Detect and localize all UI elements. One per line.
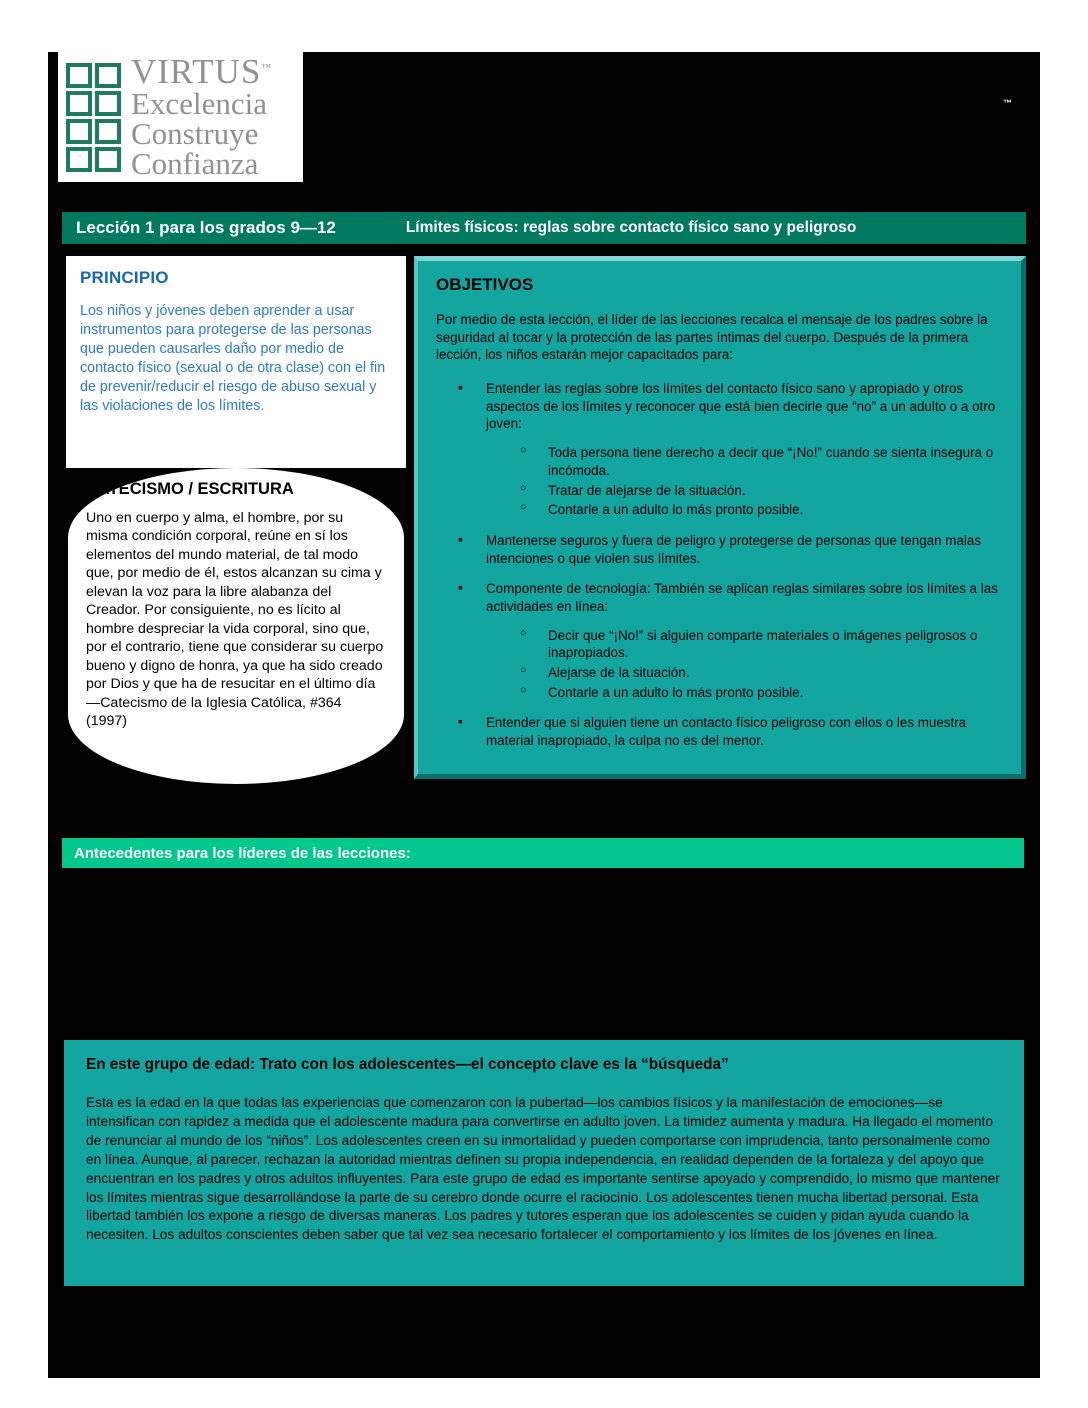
objetivos-list: [436, 380, 1005, 750]
lesson-title-label: Límites físicos: reglas sobre contacto físico sano y peligroso: [405, 219, 857, 236]
agegroup-panel: [64, 1040, 1024, 1286]
objetivos-item-text: Componente de tecnología: También se aplican reglas similares sobre los límites a las actividades en línea:: [486, 581, 998, 614]
objetivos-subitem: ○ Contarle a un adulto lo más pronto posible.: [486, 501, 1005, 519]
objetivos-intro: Por medio de esta lección, el líder de las lecciones recalca el mensaje de los padres sobre la seguridad al tocar y la protección de las partes íntimas del cuerpo. Después de la primera lección, los niños estarán mejor capacitados para:: [436, 312, 988, 363]
objetivos-subitem: ○ Tratar de alejarse de la situación.: [486, 482, 1005, 500]
catecismo-attribution-year: (1997): [86, 712, 128, 729]
logo-word-construye: Construye: [131, 115, 259, 151]
objetivos-subitem-list: [486, 444, 1005, 519]
antecedentes-label: Antecedentes para los líderes de las lecciones:: [74, 844, 411, 862]
catecismo-panel: [68, 468, 404, 784]
logo-wordmark: [131, 51, 273, 181]
lesson-number-label: Lección 1 para los grados 9—12: [76, 218, 336, 237]
principio-panel: [66, 256, 406, 468]
principio-body: Los niños y jóvenes deben aprender a usar instrumentos para protegerse de las personas que pueden causarles daño por medio de contacto físico (sexual o de otra clase) con el fin de prevenir/reducir el riesgo de abuso sexual y las violaciones de los límites.: [80, 303, 386, 414]
logo-word-confianza: Confianza: [131, 146, 259, 181]
antecedentes-bar: [62, 838, 1024, 868]
virtus-logo: [58, 52, 303, 182]
objetivos-item: ▪ Mantenerse seguros y fuera de peligro y protegerse de personas que tengan malas intenciones o que violen sus límites.: [436, 532, 1005, 567]
document-page: [48, 52, 1040, 1378]
objetivos-item-text: Entender las reglas sobre los límites del contacto físico sano y apropiado y otros aspectos de los límites y reconocer que está bien decirle que “no” a un adulto o a otro joven:: [486, 381, 996, 432]
agegroup-body: Esta es la edad en la que todas las experiencias que comenzaron con la pubertad—los cambios físicos y la manifestación de emociones—se intensifican con rapidez a medida que el adolescente madura para convertirse en adulto joven. La timidez aumenta y madura. Ha llegado el momento de renunciar al mundo de los “niños”. Los adolescentes creen en su inmortalidad y pueden comportarse con imprudencia, tanto personalmente como en línea. Aunque, al parecer, rechazan la autoridad mientras definen su propia independencia, en realidad dependen de la fortaleza y del apoyo que encuentran en los padres y otros adultos influyentes. Para este grupo de edad es importante sentirse apoyado y comprendido, lo mismo que mantener los límites mientras sigue desarrollándose la parte de su cerebro donde ocurre el raciocinio. Los adolescentes tienen mucha libertad personal. Esta libertad también los expone a riesgo de diversas maneras. Los padres y tutores esperan que los adolescentes se cuiden y pidan ayuda cuando la necesiten. Los adultos conscientes deben saber que tal vez sea necesario fortalecer el comportamiento y los límites de los jóvenes en línea.: [86, 1095, 1000, 1243]
lesson-header-bar: [62, 212, 1026, 244]
objetivos-item: ▪ Entender que si alguien tiene un contacto físico peligroso con ellos o les muestra material inapropiado, la culpa no es del menor.: [436, 714, 1005, 749]
objetivos-item: [436, 580, 1005, 701]
logo-word-excelencia: Excelencia: [131, 85, 267, 121]
catecismo-body: Uno en cuerpo y alma, el hombre, por su misma condición corporal, reúne en sí los elementos del mundo material, de tal modo que, por medio de él, estos alcanzan su cima y elevan la voz para la libre alabanza del Creador. Por consiguiente, no es lícito al hombre despreciar la vida corporal, sino que, por el contrario, tiene que considerar su cuerpo bueno y digno de honra, ya que ha sido creado por Dios y que ha de resucitar en el último día: [86, 510, 384, 693]
objetivos-subitem: ○ Contarle a un adulto lo más pronto posible.: [486, 684, 1005, 702]
principio-heading: PRINCIPIO: [80, 268, 169, 287]
objetivos-panel: [414, 256, 1026, 779]
objetivos-subitem: ○ Toda persona tiene derecho a decir que “¡No!” cuando se sienta insegura o incómoda.: [486, 444, 1005, 479]
trademark-corner-icon: ™: [1003, 98, 1012, 108]
objetivos-subitem: ○ Decir que “¡No!” si alguien comparte materiales o imágenes peligrosos o inapropiados.: [486, 627, 1005, 662]
logo-word-virtus: VIRTUS: [131, 51, 262, 91]
logo-squares-icon: [66, 63, 121, 172]
objetivos-item: [436, 380, 1005, 519]
catecismo-heading: CATECISMO / ESCRITURA: [86, 480, 294, 498]
agegroup-heading: En este grupo de edad: Trato con los adolescentes—el concepto clave es la “búsqueda”: [86, 1056, 729, 1073]
objetivos-heading: OBJETIVOS: [436, 275, 534, 294]
objetivos-subitem-list: [486, 627, 1005, 702]
objetivos-subitem: ○ Alejarse de la situación.: [486, 664, 1005, 682]
catecismo-attribution: —Catecismo de la Iglesia Católica, #364: [86, 694, 342, 711]
logo-trademark-icon: ™: [261, 62, 273, 74]
